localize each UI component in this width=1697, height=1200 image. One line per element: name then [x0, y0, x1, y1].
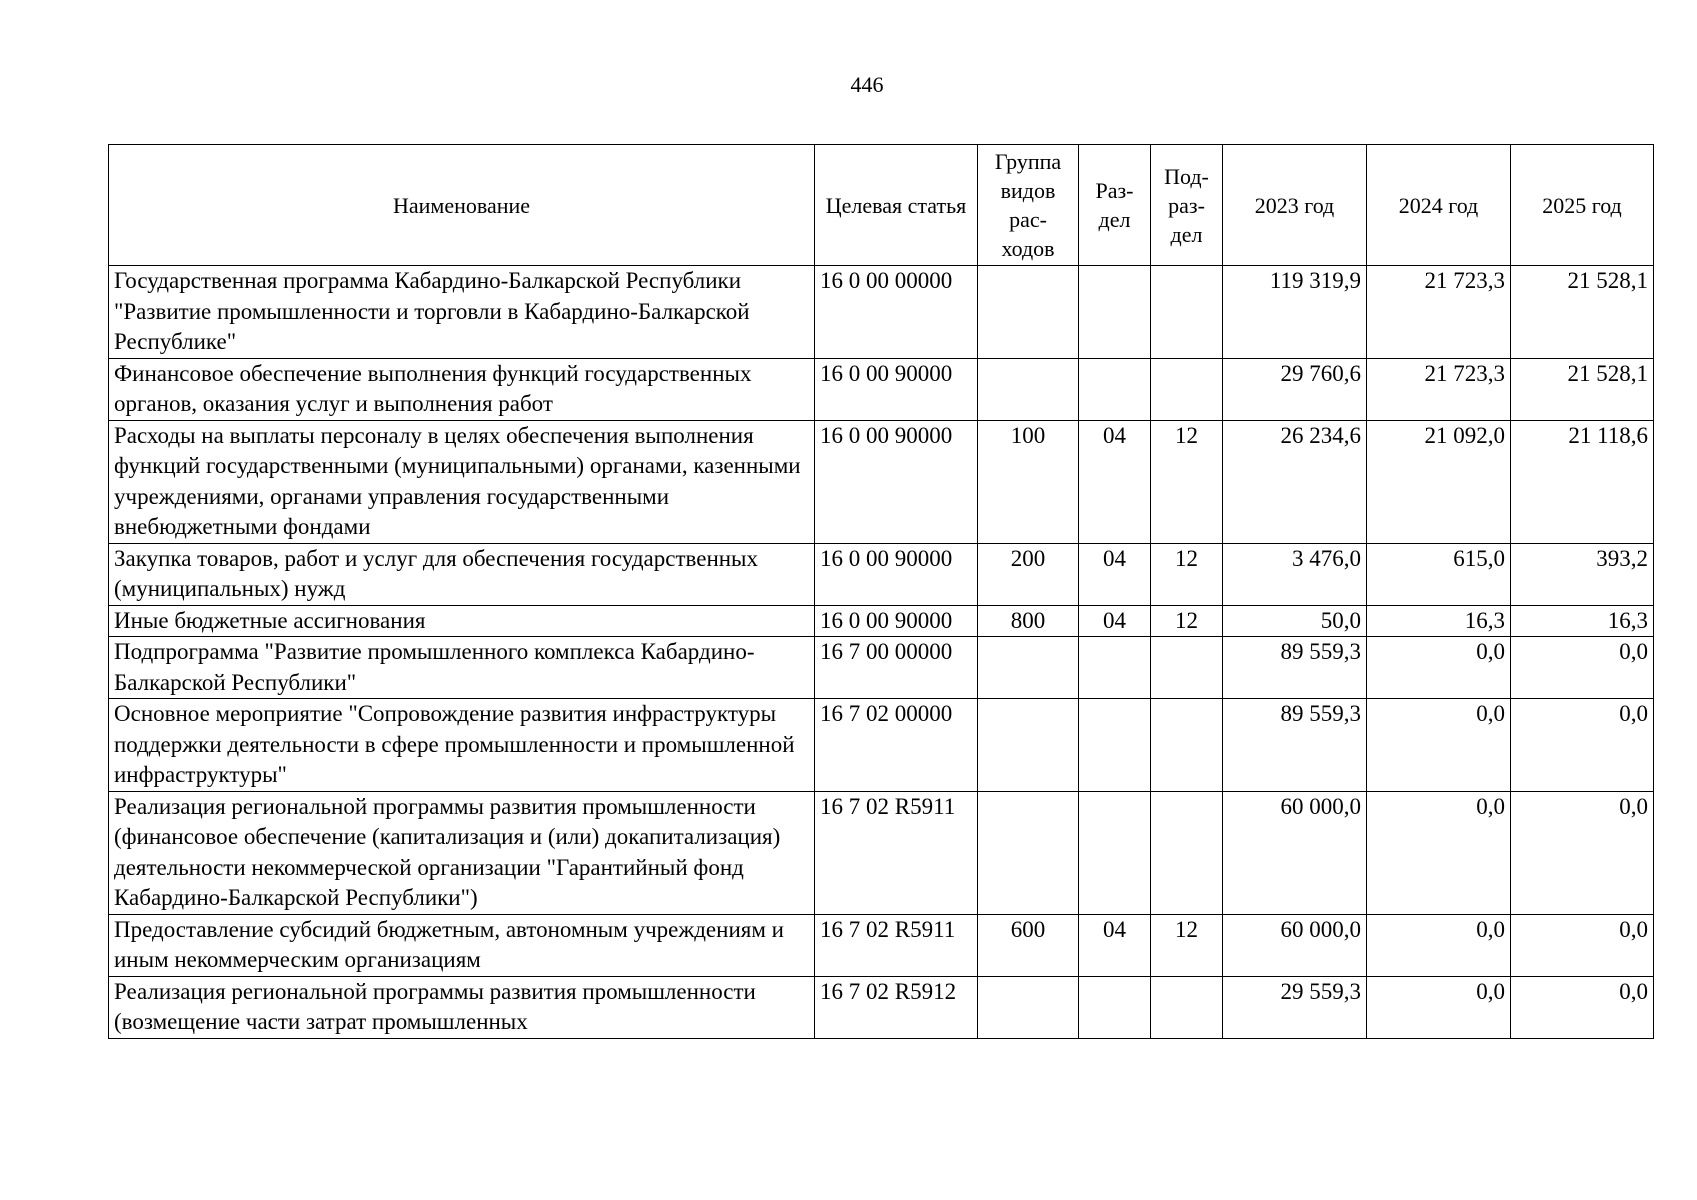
row-target-article: 16 0 00 90000	[815, 358, 978, 420]
row-name: Закупка товаров, работ и услуг для обеспечения государственных (муниципальных) нужд	[109, 543, 815, 605]
row-expense-group: 100	[978, 420, 1079, 543]
row-name: Реализация региональной программы развития промышленности (финансовое обеспечение (капитализация и (или) докапитализация) деятельности некоммерческой организации "Гарантийный фонд Кабардино-Балкарской Республики")	[109, 791, 815, 914]
row-amount-2024: 21 723,3	[1367, 266, 1511, 359]
row-expense-group: 800	[978, 605, 1079, 637]
table-row	[109, 266, 1654, 359]
row-target-article: 16 0 00 90000	[815, 543, 978, 605]
row-amount-2024: 615,0	[1367, 543, 1511, 605]
row-subsection	[1151, 358, 1223, 420]
row-name: Государственная программа Кабардино-Балкарской Республики "Развитие промышленности и торговли в Кабардино-Балкарской Республике"	[109, 266, 815, 359]
row-section	[1079, 266, 1151, 359]
row-amount-2023: 60 000,0	[1223, 791, 1367, 914]
page-number: 446	[850, 72, 884, 97]
table-row	[109, 358, 1654, 420]
row-section: 04	[1079, 914, 1151, 976]
header-target-article: Целевая статья	[815, 145, 978, 266]
row-name: Основное мероприятие "Сопровождение развития инфраструктуры поддержки деятельности в сфере промышленности и промышленной инфраструктуры"	[109, 699, 815, 792]
row-amount-2024: 0,0	[1367, 791, 1511, 914]
row-section	[1079, 699, 1151, 792]
header-year-2025: 2025 год	[1511, 145, 1654, 266]
row-amount-2025: 21 528,1	[1511, 266, 1654, 359]
row-expense-group: 200	[978, 543, 1079, 605]
row-amount-2024: 0,0	[1367, 637, 1511, 699]
row-section	[1079, 358, 1151, 420]
row-expense-group	[978, 791, 1079, 914]
row-subsection: 12	[1151, 605, 1223, 637]
row-name: Расходы на выплаты персоналу в целях обеспечения выполнения функций государственными (муниципальными) органами, казенными учреждениями, органами управления государственными внебюджетными фондами	[109, 420, 815, 543]
budget-table	[108, 144, 1654, 1039]
row-amount-2025: 16,3	[1511, 605, 1654, 637]
row-expense-group	[978, 976, 1079, 1038]
row-name: Финансовое обеспечение выполнения функций государственных органов, оказания услуг и выполнения работ	[109, 358, 815, 420]
table-row	[109, 420, 1654, 543]
row-amount-2023: 29 760,6	[1223, 358, 1367, 420]
row-expense-group	[978, 699, 1079, 792]
row-subsection	[1151, 976, 1223, 1038]
header-subsection: Под- раз- дел	[1151, 145, 1223, 266]
row-target-article: 16 7 00 00000	[815, 637, 978, 699]
row-name: Иные бюджетные ассигнования	[109, 605, 815, 637]
table-row	[109, 605, 1654, 637]
row-subsection	[1151, 699, 1223, 792]
row-section	[1079, 976, 1151, 1038]
row-amount-2024: 21 092,0	[1367, 420, 1511, 543]
row-section: 04	[1079, 420, 1151, 543]
table-row	[109, 699, 1654, 792]
row-target-article: 16 7 02 00000	[815, 699, 978, 792]
row-amount-2024: 0,0	[1367, 914, 1511, 976]
header-name: Наименование	[109, 145, 815, 266]
row-expense-group	[978, 358, 1079, 420]
row-amount-2023: 119 319,9	[1223, 266, 1367, 359]
row-amount-2025: 0,0	[1511, 699, 1654, 792]
header-section: Раз- дел	[1079, 145, 1151, 266]
row-amount-2023: 26 234,6	[1223, 420, 1367, 543]
row-amount-2023: 50,0	[1223, 605, 1367, 637]
row-section	[1079, 791, 1151, 914]
row-target-article: 16 0 00 90000	[815, 605, 978, 637]
table-row	[109, 914, 1654, 976]
row-amount-2025: 0,0	[1511, 791, 1654, 914]
row-target-article: 16 7 02 R5911	[815, 914, 978, 976]
table-row	[109, 543, 1654, 605]
row-amount-2023: 3 476,0	[1223, 543, 1367, 605]
row-amount-2025: 21 118,6	[1511, 420, 1654, 543]
row-amount-2023: 89 559,3	[1223, 637, 1367, 699]
row-amount-2025: 0,0	[1511, 914, 1654, 976]
row-expense-group: 600	[978, 914, 1079, 976]
header-expense-group: Группа видов рас- ходов	[978, 145, 1079, 266]
row-subsection	[1151, 791, 1223, 914]
row-target-article: 16 0 00 00000	[815, 266, 978, 359]
row-name: Предоставление субсидий бюджетным, автономным учреждениям и иным некоммерческим организациям	[109, 914, 815, 976]
row-amount-2025: 393,2	[1511, 543, 1654, 605]
row-amount-2025: 0,0	[1511, 637, 1654, 699]
header-year-2024: 2024 год	[1367, 145, 1511, 266]
header-year-2023: 2023 год	[1223, 145, 1367, 266]
row-amount-2024: 0,0	[1367, 976, 1511, 1038]
row-subsection: 12	[1151, 543, 1223, 605]
row-amount-2024: 21 723,3	[1367, 358, 1511, 420]
row-expense-group	[978, 266, 1079, 359]
row-section: 04	[1079, 543, 1151, 605]
row-amount-2023: 89 559,3	[1223, 699, 1367, 792]
table-row	[109, 637, 1654, 699]
row-amount-2024: 0,0	[1367, 699, 1511, 792]
row-subsection: 12	[1151, 914, 1223, 976]
row-subsection	[1151, 266, 1223, 359]
row-target-article: 16 7 02 R5912	[815, 976, 978, 1038]
row-subsection	[1151, 637, 1223, 699]
row-amount-2023: 29 559,3	[1223, 976, 1367, 1038]
row-subsection: 12	[1151, 420, 1223, 543]
table-header-row	[109, 145, 1654, 266]
row-target-article: 16 7 02 R5911	[815, 791, 978, 914]
row-name: Реализация региональной программы развития промышленности (возмещение части затрат промышленных	[109, 976, 815, 1038]
table-row	[109, 791, 1654, 914]
row-name: Подпрограмма "Развитие промышленного комплекса Кабардино-Балкарской Республики"	[109, 637, 815, 699]
row-target-article: 16 0 00 90000	[815, 420, 978, 543]
row-expense-group	[978, 637, 1079, 699]
row-amount-2023: 60 000,0	[1223, 914, 1367, 976]
row-section	[1079, 637, 1151, 699]
row-amount-2025: 0,0	[1511, 976, 1654, 1038]
row-amount-2025: 21 528,1	[1511, 358, 1654, 420]
table-row	[109, 976, 1654, 1038]
row-amount-2024: 16,3	[1367, 605, 1511, 637]
row-section: 04	[1079, 605, 1151, 637]
